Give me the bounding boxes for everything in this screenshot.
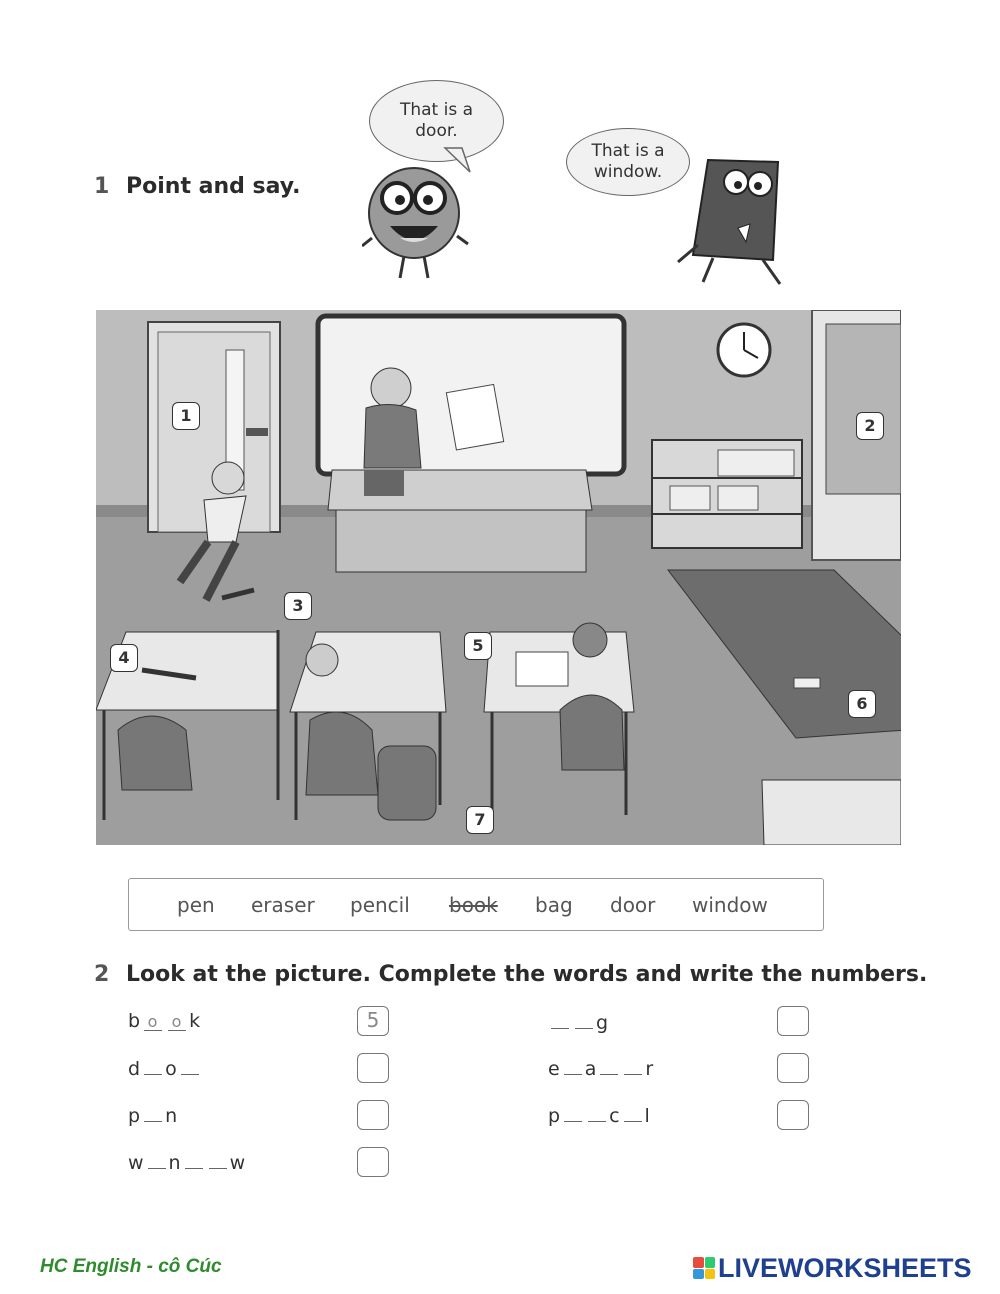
credit-text: HC English - cô Cúc	[40, 1256, 222, 1277]
section1-title: Point and say.	[126, 174, 301, 199]
exercise-word-door: d o	[128, 1058, 202, 1080]
exercise-word-pen: p n	[128, 1105, 179, 1127]
classroom-scene	[96, 310, 901, 845]
scene-label-2: 2	[856, 412, 884, 440]
scene-label-6: 6	[848, 690, 876, 718]
round-character-illustration	[362, 158, 472, 283]
word-bank	[128, 878, 824, 931]
section2-heading	[94, 962, 927, 987]
answer-box[interactable]	[777, 1100, 809, 1130]
word-bank-item: door	[610, 893, 656, 917]
classroom-illustration	[96, 310, 901, 845]
answer-box[interactable]	[357, 1100, 389, 1130]
answer-box[interactable]	[357, 1053, 389, 1083]
answer-box[interactable]: 5	[357, 1006, 389, 1036]
section1-number: 1	[94, 174, 110, 199]
section2-number: 2	[94, 962, 110, 987]
word-bank-item: pen	[177, 893, 215, 917]
exercise-word-pencil: p c l	[548, 1105, 651, 1127]
answer-box[interactable]	[777, 1006, 809, 1036]
exercise-word-eraser: e a r	[548, 1058, 655, 1080]
liveworksheets-brand[interactable]	[693, 1253, 972, 1283]
speech-bubble-door	[369, 80, 504, 162]
answer-box[interactable]	[357, 1147, 389, 1177]
speech-bubble-window-text: That is a window.	[591, 140, 665, 182]
word-bank-item: eraser	[251, 893, 315, 917]
brand-text: LIVEWORKSHEETS	[718, 1252, 972, 1283]
word-bank-item: bag	[535, 893, 573, 917]
exercise-word-book: b o o k	[128, 1010, 202, 1032]
exercise-word-window: w n w	[128, 1152, 247, 1174]
speech-bubble-door-text: That is a door.	[399, 99, 474, 141]
scene-label-5: 5	[464, 632, 492, 660]
word-bank-item-crossed: book	[449, 893, 498, 917]
scene-label-3: 3	[284, 592, 312, 620]
liveworksheets-logo-icon	[693, 1257, 715, 1279]
section2-title: Look at the picture. Complete the words and write the numbers.	[126, 962, 928, 987]
word-bank-item: pencil	[350, 893, 410, 917]
scene-label-4: 4	[110, 644, 138, 672]
section1-heading	[94, 174, 300, 199]
square-character-illustration	[668, 150, 798, 298]
scene-label-7: 7	[466, 806, 494, 834]
word-bank-item: window	[692, 893, 768, 917]
scene-label-1: 1	[172, 402, 200, 430]
answer-box[interactable]	[777, 1053, 809, 1083]
exercise-word-bag: g	[548, 1012, 609, 1034]
